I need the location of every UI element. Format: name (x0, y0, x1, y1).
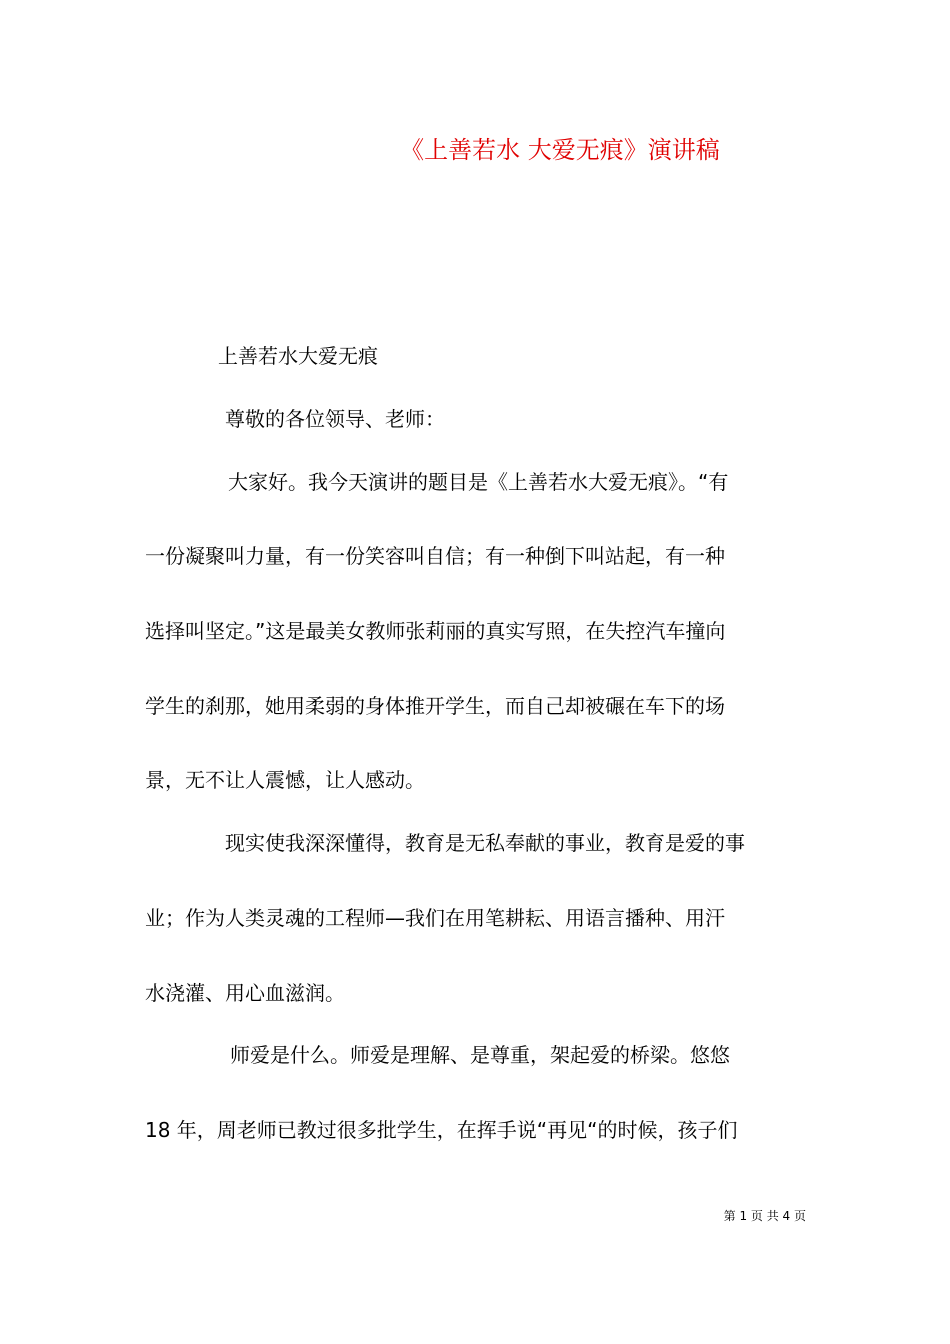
body-line: 选择叫坚定。”这是最美女教师张莉丽的真实写照，在失控汽车撞向 (145, 619, 726, 643)
page-number-footer: 第 1 页 共 4 页 (723, 1209, 806, 1223)
speech-heading: 上善若水大爱无痕 (218, 344, 378, 368)
body-line: 一份凝聚叫力量，有一份笑容叫自信；有一种倒下叫站起，有一种 (145, 544, 725, 568)
body-line: 18 年，周老师已教过很多批学生，在挥手说“再见“的时候，孩子们 (145, 1118, 738, 1142)
body-line: 学生的刹那，她用柔弱的身体推开学生，而自己却被碾在车下的场 (145, 694, 725, 718)
body-line: 业；作为人类灵魂的工程师—我们在用笔耕耘、用语言播种、用汗 (145, 906, 725, 930)
body-line: 水浇灌、用心血滋润。 (145, 981, 345, 1005)
document-title-text: 《上善若水 大爱无痕》演讲稿 (400, 136, 720, 164)
document-title (0, 132, 950, 168)
body-line: 大家好。我今天演讲的题目是《上善若水大爱无痕》。“有 (228, 470, 729, 494)
body-line: 景，无不让人震憾，让人感动。 (145, 768, 425, 792)
body-line: 师爱是什么。师爱是理解、是尊重，架起爱的桥梁。悠悠 (230, 1043, 730, 1067)
speech-salutation: 尊敬的各位领导、老师： (225, 407, 445, 431)
body-line: 现实使我深深懂得，教育是无私奉献的事业，教育是爱的事 (225, 831, 745, 855)
